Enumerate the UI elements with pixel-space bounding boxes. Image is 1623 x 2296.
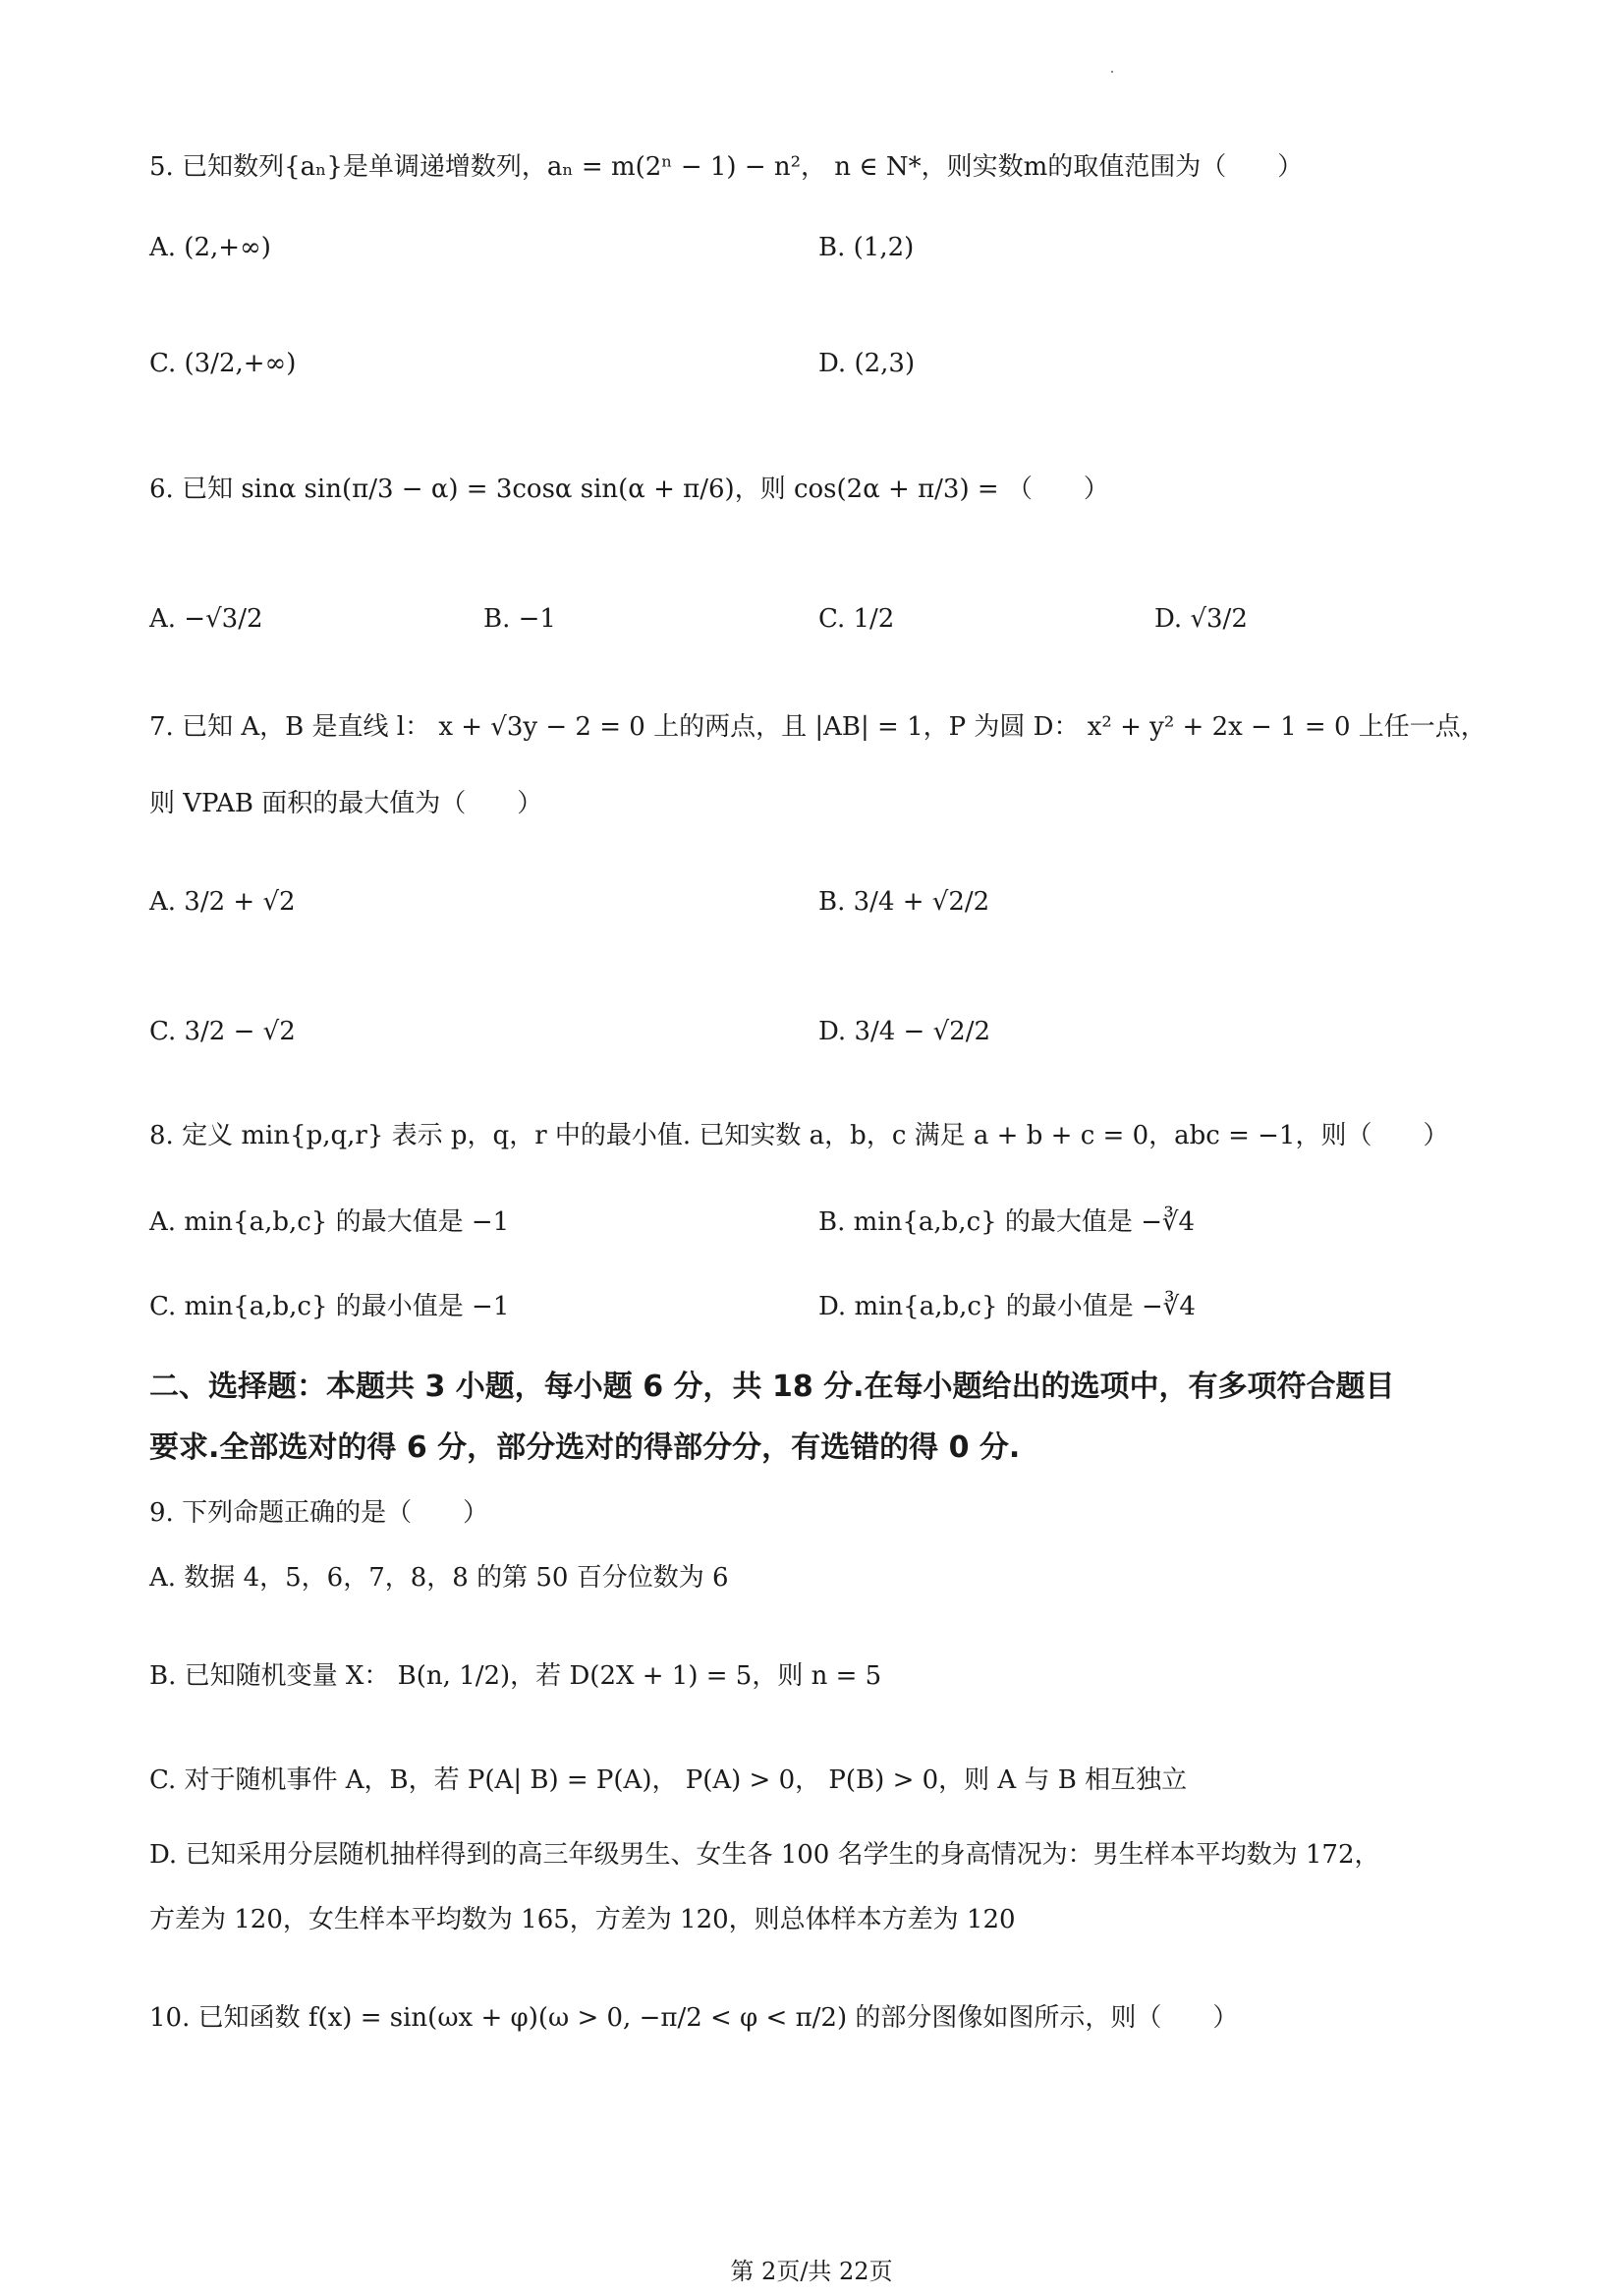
q5-option-a: A. (2,+∞) [149, 233, 271, 262]
q9-option-d-line2: 方差为 120，女生样本平均数为 165，方差为 120，则总体样本方差为 120 [149, 1905, 1016, 1934]
q6-option-b: B. −1 [483, 604, 556, 634]
q5-stem: 5. 已知数列{aₙ}是单调递增数列，aₙ = m(2ⁿ − 1) − n²， n ∈ N*，则实数m的取值范围为（ ） [149, 152, 1304, 182]
page-footer: 第 2页/共 22页 [730, 2258, 893, 2285]
q7-option-a: A. 3/2 + √2 [149, 887, 296, 917]
q5-option-c: C. (3/2,+∞) [149, 349, 297, 378]
q7-option-b: B. 3/4 + √2/2 [818, 887, 990, 917]
q7-stem-line1: 7. 已知 A，B 是直线 l： x + √3y − 2 = 0 上的两点，且 |AB| = 1，P 为圆 D： x² + y² + 2x − 1 = 0 上任一点， [149, 712, 1486, 742]
q6-option-c: C. 1/2 [818, 604, 895, 634]
q9-option-c: C. 对于随机事件 A，B，若 P(A| B) = P(A)， P(A) > 0， P(B) > 0，则 A 与 B 相互独立 [149, 1765, 1188, 1795]
speck [1111, 71, 1113, 73]
q7-option-c: C. 3/2 − √2 [149, 1017, 296, 1046]
q10-stem: 10. 已知函数 f(x) = sin(ωx + φ)(ω > 0, −π/2 < φ < π/2) 的部分图像如图所示，则（ ） [149, 2003, 1239, 2033]
q9-option-d-line1: D. 已知采用分层随机抽样得到的高三年级男生、女生各 100 名学生的身高情况为：男生样本平均数为 172， [149, 1840, 1380, 1870]
q8-stem: 8. 定义 min{p,q,r} 表示 p，q，r 中的最小值. 已知实数 a，b，c 满足 a + b + c = 0，abc = −1，则（ ） [149, 1121, 1449, 1150]
q8-option-a: A. min{a,b,c} 的最大值是 −1 [149, 1207, 510, 1237]
q9-option-b: B. 已知随机变量 X： B(n, 1/2)，若 D(2X + 1) = 5，则 n = 5 [149, 1661, 882, 1691]
q8-option-c: C. min{a,b,c} 的最小值是 −1 [149, 1292, 510, 1321]
q6-stem: 6. 已知 sinα sin(π/3 − α) = 3cosα sin(α + π/6)，则 cos(2α + π/3) = （ ） [149, 475, 1109, 504]
q5-option-b: B. (1,2) [818, 233, 915, 262]
section-heading-line2: 要求.全部选对的得 6 分，部分选对的得部分分，有选错的得 0 分. [149, 1430, 1021, 1465]
q8-option-d: D. min{a,b,c} 的最小值是 −∛4 [818, 1292, 1196, 1321]
q7-option-d: D. 3/4 − √2/2 [818, 1017, 991, 1046]
section-heading-line1: 二、选择题：本题共 3 小题，每小题 6 分，共 18 分.在每小题给出的选项中，有多项符合题目 [149, 1370, 1395, 1404]
q9-stem: 9. 下列命题正确的是（ ） [149, 1498, 489, 1528]
q7-stem-line2: 则 VPAB 面积的最大值为（ ） [149, 789, 543, 818]
q9-option-a: A. 数据 4，5，6，7，8，8 的第 50 百分位数为 6 [149, 1563, 729, 1593]
q8-option-b: B. min{a,b,c} 的最大值是 −∛4 [818, 1207, 1196, 1237]
q6-option-a: A. −√3/2 [149, 604, 263, 634]
q5-option-d: D. (2,3) [818, 349, 916, 378]
q6-option-d: D. √3/2 [1154, 604, 1248, 634]
